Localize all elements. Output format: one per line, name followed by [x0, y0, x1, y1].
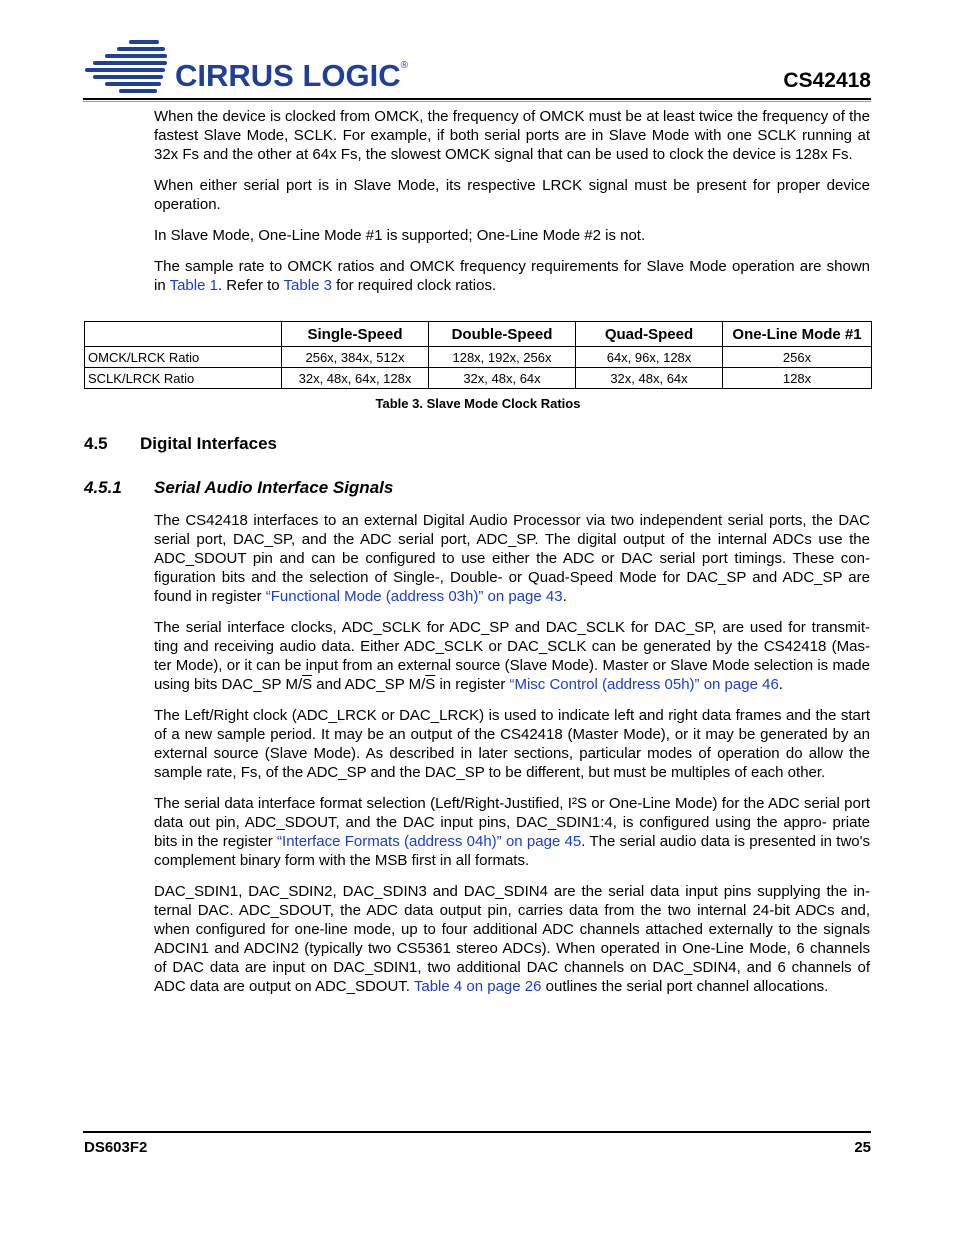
subsection-number: 4.5.1: [84, 478, 122, 497]
section-heading: [84, 434, 277, 454]
table-cell: 32x, 48x, 64x: [429, 368, 576, 389]
table-header-cell: Single-Speed: [282, 322, 429, 347]
interface-formats-link[interactable]: “Interface Formats (address 04h)” on page 45: [277, 833, 582, 850]
paragraph: The CS42418 interfaces to an external Digital Audio Processor via two independent serial ports, the DAC serial port, DAC_SP, and the ADC serial port, ADC_SP. The digital output of the internal ADCs use the ADC_SDOUT pin and can be configured to use either the ADC or DAC serial port timings. These con- figuration bits and the selection of Single-, Double- or Quad-Speed Mode for DAC_SP and ADC_SP are found in register “Functional Mode (address 03h)” on page 43.: [154, 512, 870, 605]
table-4-link[interactable]: Table 4 on page 26: [413, 978, 542, 995]
paragraph: The Left/Right clock (ADC_LRCK or DAC_LRCK) is used to indicate left and right data frames and the start of a new sample period. It may be an output of the CS42418 (Master Mode), or it may be generated by an external source (Slave Mode). As described in later sections, particular modes of operation do allow the sample rate, Fs, of the ADC_SP and the DAC_SP to be different, but must be multiples of each other.: [154, 707, 870, 781]
table-cell: 256x, 384x, 512x: [282, 347, 429, 368]
table-cell: 32x, 48x, 64x, 128x: [282, 368, 429, 389]
table-row: [85, 347, 872, 368]
section-title: Digital Interfaces: [140, 434, 277, 453]
table-header-row: [85, 322, 872, 347]
page-header: [83, 36, 871, 104]
logo-swoosh-icon: [83, 38, 179, 98]
header-rule-thin: [83, 101, 871, 102]
logo-text: CIRRUS LOGIC®: [175, 58, 408, 93]
paragraph: When either serial port is in Slave Mode, its respective LRCK signal must be present for proper device operation.: [154, 177, 870, 213]
paragraph: In Slave Mode, One-Line Mode #1 is supported; One-Line Mode #2 is not.: [154, 227, 646, 244]
table-cell: 32x, 48x, 64x: [576, 368, 723, 389]
table-cell: SCLK/LRCK Ratio: [85, 368, 282, 389]
footer-rule: [83, 1131, 871, 1133]
section-number: 4.5: [84, 434, 108, 453]
table-header-cell: Double-Speed: [429, 322, 576, 347]
table-header-cell: [85, 322, 282, 347]
header-rule: [83, 98, 871, 100]
paragraph: The sample rate to OMCK ratios and OMCK frequency requirements for Slave Mode operation are shown in Table 1. Refer to Table 3 for required clock ratios.: [154, 258, 870, 294]
paragraph: When the device is clocked from OMCK, the frequency of OMCK must be at least twice the frequency of the fastest Slave Mode, SCLK. For example, if both serial ports are in Slave Mode with one SCLK running at 32x Fs and the other at 64x Fs, the slowest OMCK signal that can be used to clock the device is 128x Fs.: [154, 108, 870, 163]
table-caption: Table 3. Slave Mode Clock Ratios: [375, 396, 581, 411]
subsection-title: Serial Audio Interface Signals: [154, 478, 394, 497]
table-cell: 128x, 192x, 256x: [429, 347, 576, 368]
paragraph: DAC_SDIN1, DAC_SDIN2, DAC_SDIN3 and DAC_SDIN4 are the serial data input pins supplying the in- ternal DAC. ADC_SDOUT, the ADC data output pin, carries data from the two internal 24-bit ADCs and, when configured for one-line mode, up to four additional ADC channels attached externally to the signals ADCIN1 and ADCIN2 (typically two CS5361 stereo ADCs). When operated in One-Line Mode, 6 channels of DAC data are input on DAC_SDIN1, two additional DAC channels on DAC_SDIN4, and 6 channels of ADC data are output on ADC_SDOUT. Table 4 on page 26 outlines the serial port channel allocations.: [154, 883, 870, 995]
table-row: [85, 368, 872, 389]
paragraph: The serial interface clocks, ADC_SCLK for ADC_SP and DAC_SCLK for DAC_SP, are used for transmit- ting and receiving audio data. Either ADC_SCLK or DAC_SCLK can be generated by the CS42418 (Mas- ter Mode), or it can be input from an external source (Slave Mode). Master or Slave Mode selection is made using bits DAC_SP $M/\overline{S}$ and ADC_SP $M/\overline{S}$ in register “Misc Control (address 05h)” on page 46.: [154, 619, 870, 693]
intro-text: [154, 107, 870, 307]
table-header-cell: Quad-Speed: [576, 322, 723, 347]
subsection-heading: [84, 478, 393, 498]
table-cell: 256x: [723, 347, 872, 368]
table-cell: 128x: [723, 368, 872, 389]
cirrus-logic-logo: [83, 36, 408, 98]
page-number: 25: [854, 1139, 871, 1156]
footer-doc-number: DS603F2: [84, 1139, 148, 1156]
document-id: CS42418: [783, 69, 871, 92]
misc-control-link[interactable]: “Misc Control (address 05h)” on page 46: [509, 676, 779, 693]
table-header-cell: One-Line Mode #1: [723, 322, 872, 347]
table-1-link[interactable]: Table 1: [169, 277, 218, 294]
functional-mode-link[interactable]: “Functional Mode (address 03h)” on page 43: [265, 588, 563, 605]
paragraph: The serial data interface format selection (Left/Right-Justified, I²S or One-Line Mode) for the ADC serial port data out pin, ADC_SDOUT, and the DAC input pins, DAC_SDIN1:4, is configured using the appro- priate bits in the register “Interface Formats (address 04h)” on page 45. The serial audio data is presented in two's complement binary form with the MSB first in all formats.: [154, 795, 870, 869]
serial-interface-text: [154, 511, 870, 1008]
table-cell: OMCK/LRCK Ratio: [85, 347, 282, 368]
table-cell: 64x, 96x, 128x: [576, 347, 723, 368]
slave-mode-clock-ratios-table: [84, 321, 872, 389]
table-3-link[interactable]: Table 3: [283, 277, 332, 294]
